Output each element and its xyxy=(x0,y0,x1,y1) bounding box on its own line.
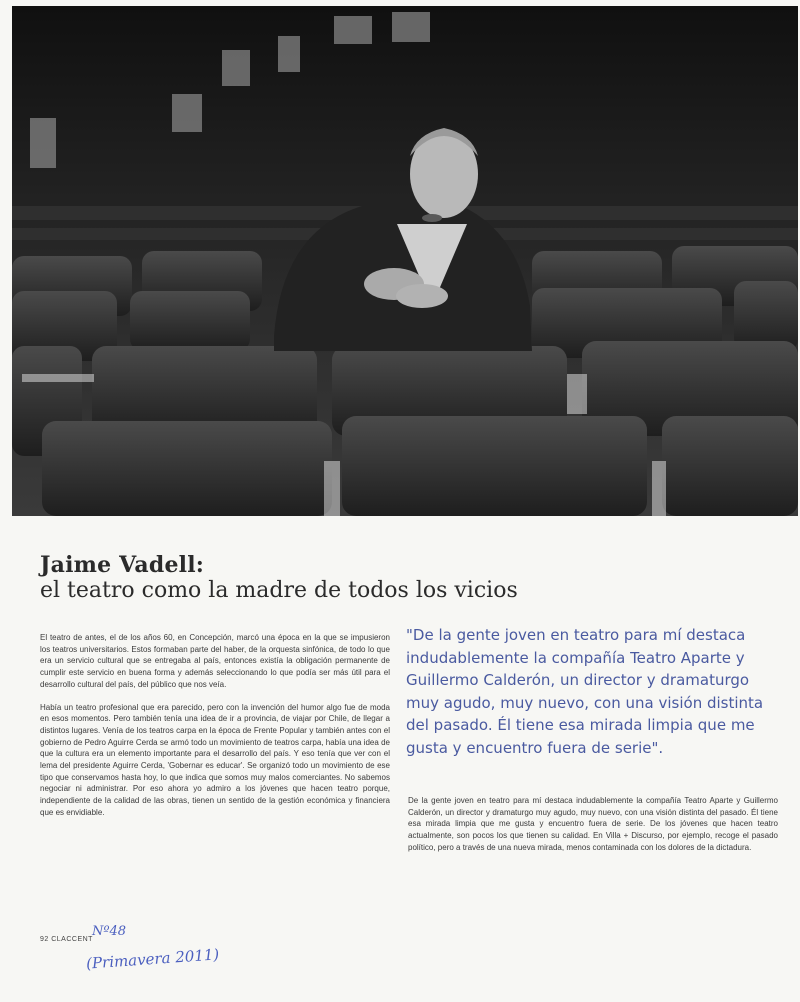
left-paragraph-1: El teatro de antes, el de los años 60, en Concepción, marcó una época en la que se impusieron los teatros universitarios. Estos formaban parte del haber, de la orquesta sinfónica, de todo lo que era un servicio cultural que se entregaba al país, entonces existía la obligación permanente de cumplir este servicio en buena forma y además seleccionando lo que podía ser más útil para el desarrollo cultural del país, del público que nos veía. xyxy=(40,633,390,689)
article-title: Jaime Vadell: xyxy=(40,552,205,578)
left-column xyxy=(40,632,390,830)
handwritten-season-note: (Primavera 2011) xyxy=(85,945,220,973)
handwritten-issue-number: Nº48 xyxy=(92,924,127,939)
theater-photo-illustration xyxy=(12,6,798,516)
article-heading xyxy=(40,552,740,604)
article-subtitle: el teatro como la madre de todos los vicios xyxy=(40,578,518,603)
right-column xyxy=(408,795,778,865)
article-photo xyxy=(12,6,798,516)
right-paragraph: De la gente joven en teatro para mí destaca indudablemente la compañía Teatro Aparte y Guillermo Calderón, un director y dramaturgo muy agudo, muy nuevo, con una visión distinta del pasado. Él tiene esa mirada limpia que me gusta y encuentro fuera de serie. De los jóvenes que hacen teatro actualmente, son pocos los que tienen su calidad. En Villa + Discurso, por ejemplo, recoge el pasado político, pero a través de una nueva mirada, menos contaminada con los dolores de la dictadura. xyxy=(408,796,778,852)
pull-quote: "De la gente joven en teatro para mí destaca indudablemente la compañía Teatro Aparte y Guillermo Calderón, un director y dramaturgo muy agudo, muy nuevo, con una visión distinta del pasado. Él tiene esa mirada limpia que me gusta y encuentro fuera de serie". xyxy=(406,626,764,757)
left-paragraph-2: Había un teatro profesional que era parecido, pero con la invención del humor algo fue de moda en esos momentos. Pero también tenía una idea de ir a provincia, de viajar por Chile, de llegar a distintos lugares. Venía de los teatros carpa en la época de Frente Popular y también antes con el gobierno de Pedro Aguirre Cerda se armó todo un movimiento de teatros carpa, había una idea de que la cultura era un elemento importante para el desarrollo del país. Y eso tenía que ver con el lema del presidente Aguirre Cerda, 'Gobernar es educar'. Se organizó todo un movimiento de ese tipo que conservamos hasta hoy, lo que indica que somos muy malos comerciantes. No sabemos negociar ni administrar. Por eso ahora yo admiro a los jóvenes que hacen teatro porque, independiente de la calidad de las obras, tienen un sentido de la gestión económica y financiera que es envidiable. xyxy=(40,702,390,817)
page-footer-label: 92 CLACCENT xyxy=(40,936,93,943)
